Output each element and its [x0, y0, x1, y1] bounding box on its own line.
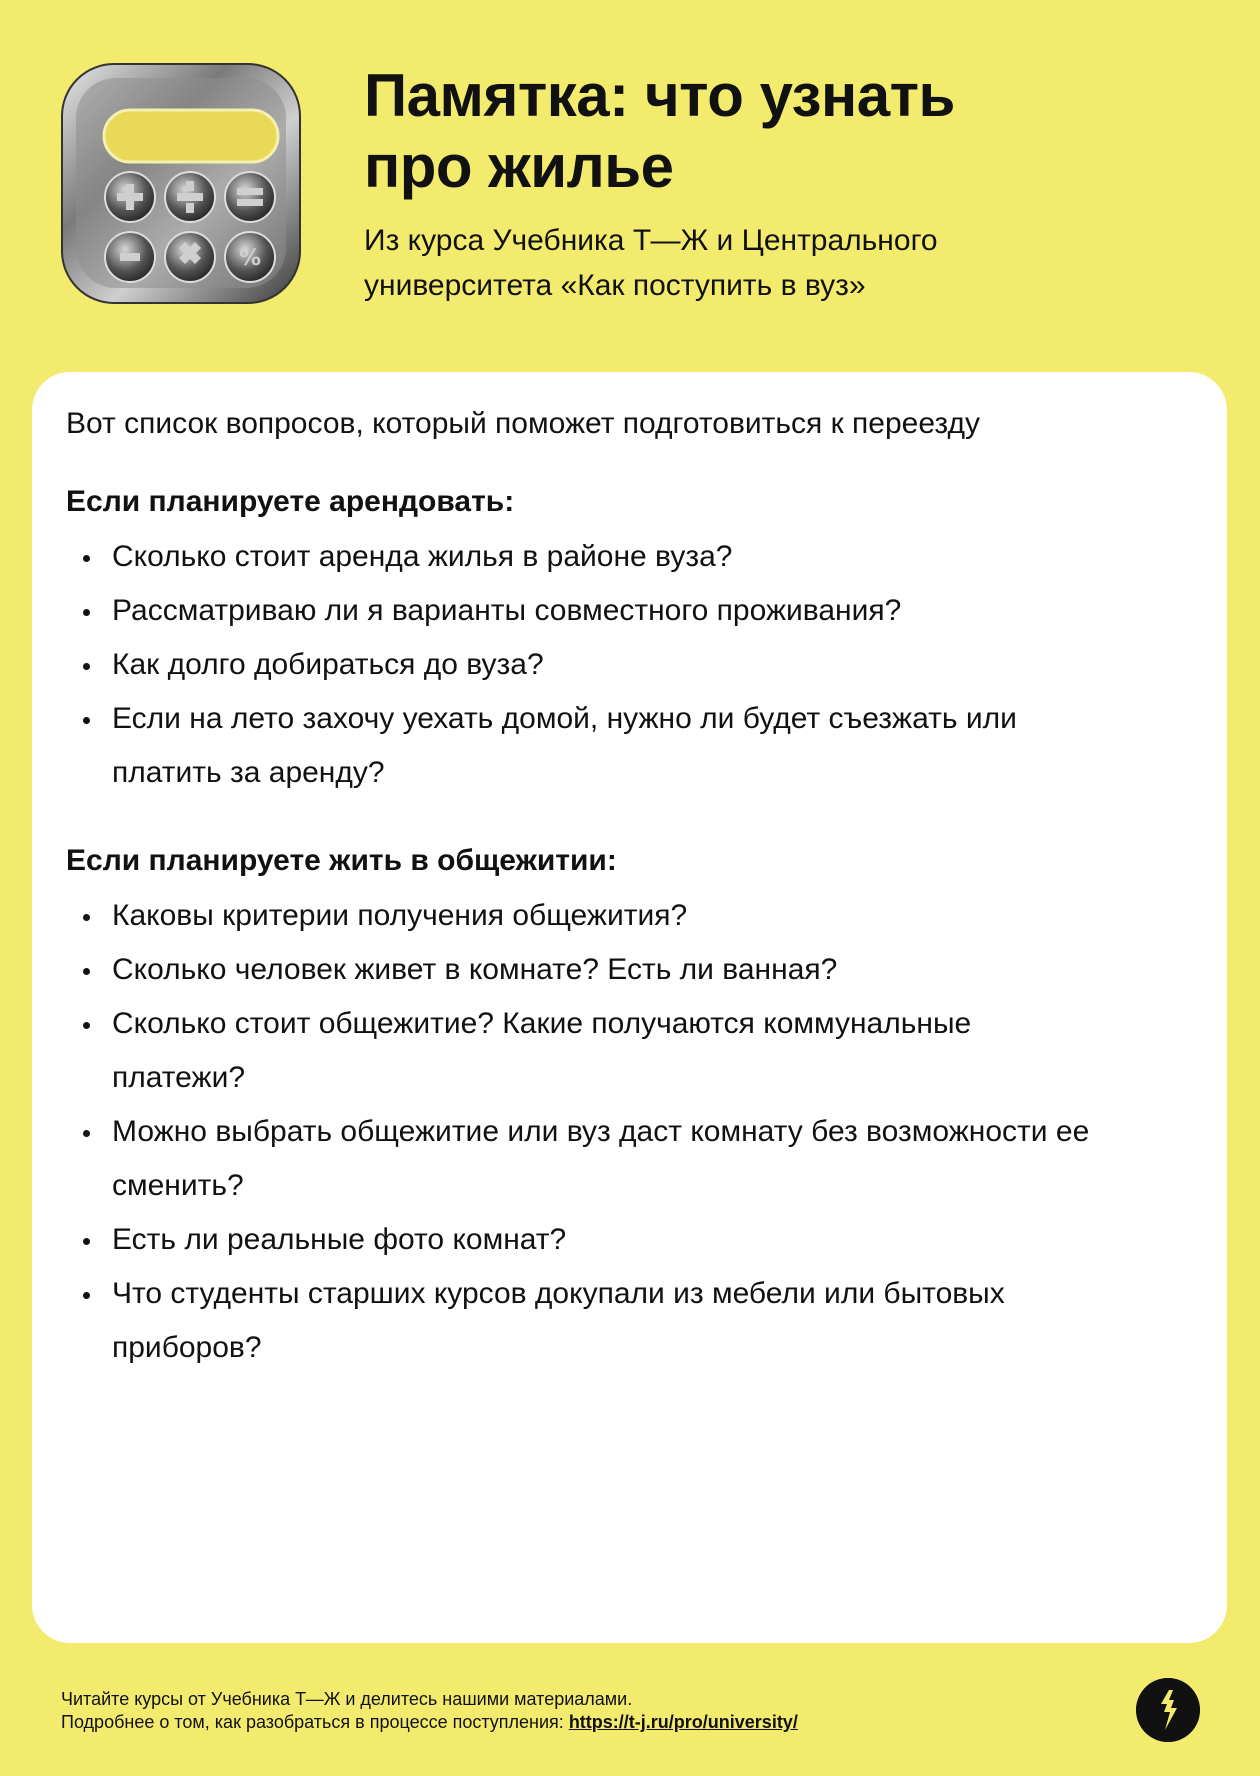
- item-text: Каковы критерии получения общежития?: [112, 899, 688, 932]
- footer-text: [61, 1688, 798, 1734]
- list-item: [66, 1267, 1112, 1375]
- item-text: Сколько стоит аренда жилья в районе вуза?: [112, 540, 733, 573]
- title-line-2: про жилье: [364, 133, 674, 200]
- lightning-logo-icon: [1136, 1678, 1200, 1742]
- bullet-icon: [83, 555, 90, 562]
- list-item: [66, 943, 1142, 997]
- bullet-icon: [83, 914, 90, 921]
- university-link[interactable]: https://t-j.ru/pro/university/: [568, 1712, 798, 1732]
- page-title: [364, 60, 1164, 202]
- item-text: Есть ли реальные фото комнат?: [112, 1223, 567, 1256]
- item-text: Сколько человек живет в комнате? Есть ли ванная?: [112, 953, 838, 986]
- intro-text: Вот список вопросов, который поможет подготовиться к переезду: [66, 407, 980, 440]
- bullet-icon: [83, 1130, 90, 1137]
- list-item: [66, 1105, 1142, 1213]
- footer-line-1: Читайте курсы от Учебника Т—Ж и делитесь нашими материалами.: [61, 1689, 633, 1709]
- section-heading: Если планируете арендовать:: [66, 485, 515, 518]
- footer-line-2: Подробнее о том, как разобраться в процессе поступления:: [61, 1712, 569, 1732]
- subtitle-line-2: университета «Как поступить в вуз»: [364, 269, 866, 302]
- list-item: [66, 638, 1142, 692]
- bullet-icon: [83, 717, 90, 724]
- item-text: Сколько стоит общежитие? Какие получаются коммунальные платежи?: [112, 1007, 972, 1094]
- list-item: [66, 530, 1142, 584]
- section-heading: Если планируете жить в общежитии:: [66, 844, 617, 877]
- content-card: [32, 372, 1227, 1643]
- item-text: Рассматриваю ли я варианты совместного проживания?: [112, 594, 902, 627]
- bullet-icon: [83, 968, 90, 975]
- item-text: Как долго добираться до вуза?: [112, 648, 544, 681]
- svg-text:%: %: [238, 246, 262, 271]
- bullet-icon: [83, 609, 90, 616]
- list-item: [66, 889, 1142, 943]
- bullet-icon: [83, 1238, 90, 1245]
- bullet-icon: [83, 1022, 90, 1029]
- item-text: Можно выбрать общежитие или вуз даст комнату без возможности ее сменить?: [112, 1115, 1090, 1202]
- bullet-icon: [83, 1292, 90, 1299]
- list-item: [66, 692, 1042, 800]
- question-list: [66, 889, 1196, 1375]
- question-list: [66, 530, 1196, 800]
- subtitle-line-1: Из курса Учебника Т—Ж и Центрального: [364, 224, 938, 257]
- subtitle: [364, 218, 1164, 308]
- item-text: Если на лето захочу уехать домой, нужно ли будет съезжать или платить за аренду?: [112, 702, 1017, 789]
- title-line-1: Памятка: что узнать: [364, 62, 955, 129]
- list-item: [66, 584, 1142, 638]
- section-dorm: [66, 837, 1196, 1375]
- item-text: Что студенты старших курсов докупали из мебели или бытовых приборов?: [112, 1277, 1005, 1364]
- list-item: [66, 997, 1072, 1105]
- bullet-icon: [83, 663, 90, 670]
- calculator-icon: [60, 62, 302, 305]
- list-item: [66, 1213, 1142, 1267]
- section-rent: [66, 478, 1196, 800]
